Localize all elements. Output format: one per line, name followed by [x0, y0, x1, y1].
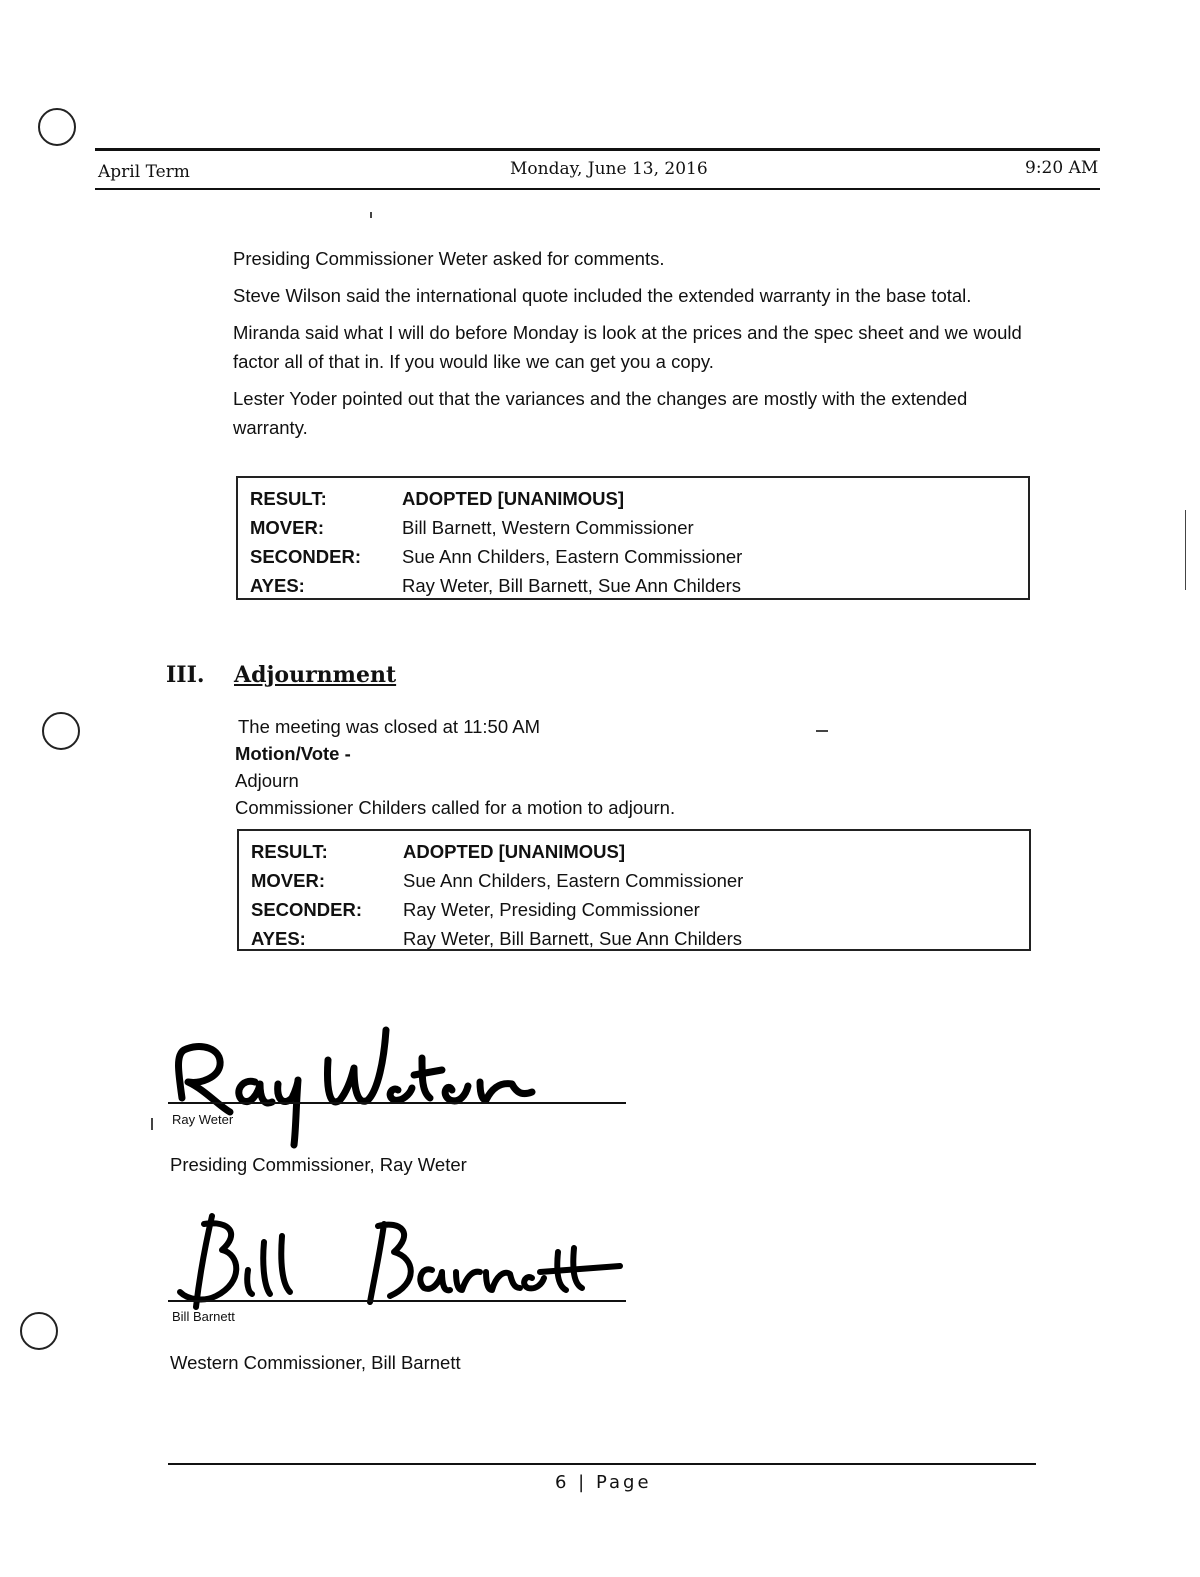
motion-description: Commissioner Childers called for a motion to adjourn. — [235, 797, 676, 818]
vote-value: Ray Weter, Bill Barnett, Sue Ann Childers — [402, 575, 741, 596]
vote-row-seconder — [251, 895, 1017, 924]
discussion-paragraph: Lester Yoder pointed out that the variances and the changes are mostly with the extended warranty. — [233, 388, 968, 438]
signature-line — [168, 1102, 626, 1104]
scan-speck — [1185, 510, 1186, 590]
vote-label: MOVER: — [250, 517, 324, 538]
vote-value: Sue Ann Childers, Eastern Commissioner — [402, 546, 743, 567]
vote-value: Ray Weter, Bill Barnett, Sue Ann Childers — [403, 928, 742, 949]
punch-hole-top — [38, 108, 76, 146]
signature-title: Western Commissioner, Bill Barnett — [170, 1352, 461, 1373]
vote-label: RESULT: — [251, 841, 328, 862]
signature-bill-barnett — [170, 1212, 630, 1312]
footer-rule — [168, 1463, 1036, 1465]
vote-value: Sue Ann Childers, Eastern Commissioner — [403, 870, 744, 891]
signature-ray-weter — [160, 1020, 600, 1150]
motion-vote-label: Motion/Vote - — [235, 743, 351, 764]
signature-printed-name: Bill Barnett — [172, 1309, 235, 1324]
vote-result-table — [237, 829, 1031, 951]
vote-row-seconder — [250, 542, 1016, 571]
discussion-paragraph: Presiding Commissioner Weter asked for comments. — [233, 248, 665, 269]
vote-label: AYES: — [251, 928, 306, 949]
vote-label: SECONDER: — [250, 546, 362, 567]
signature-printed-name: Ray Weter — [172, 1112, 234, 1127]
vote-label: SECONDER: — [251, 899, 363, 920]
page-number: 6 | Page — [555, 1472, 652, 1493]
header-time: 9:20 AM — [1025, 158, 1099, 178]
discussion-block — [233, 244, 1023, 450]
vote-result-table — [236, 476, 1030, 600]
motion-item: Adjourn — [235, 770, 299, 791]
discussion-paragraph: Steve Wilson said the international quote included the extended warranty in the base total. — [233, 285, 972, 306]
header-term: April Term — [98, 162, 190, 182]
vote-row-mover — [250, 513, 1016, 542]
scan-speck — [370, 212, 372, 218]
scan-speck — [816, 730, 828, 732]
vote-label: RESULT: — [250, 488, 327, 509]
header-date: Monday, June 13, 2016 — [510, 159, 708, 179]
vote-row-ayes — [250, 571, 1016, 600]
vote-label: MOVER: — [251, 870, 325, 891]
meeting-closed-text: The meeting was closed at 11:50 AM — [238, 716, 540, 737]
punch-hole-middle — [42, 712, 80, 750]
signature-line — [168, 1300, 626, 1302]
header-rule-bottom — [95, 188, 1100, 190]
vote-row-mover — [251, 866, 1017, 895]
vote-value: ADOPTED [UNANIMOUS] — [402, 488, 624, 509]
discussion-paragraph: Miranda said what I will do before Monday is look at the prices and the spec sheet and we would factor all of that in. If you would like we can get you a copy. — [233, 322, 1022, 372]
section-title: Adjournment — [234, 662, 397, 688]
signature-title: Presiding Commissioner, Ray Weter — [170, 1154, 467, 1175]
vote-value: Bill Barnett, Western Commissioner — [402, 517, 694, 538]
header-rule-top — [95, 148, 1100, 151]
vote-label: AYES: — [250, 575, 305, 596]
adjournment-block — [235, 713, 675, 821]
vote-value: ADOPTED [UNANIMOUS] — [403, 841, 625, 862]
vote-row-result — [251, 837, 1017, 866]
vote-row-ayes — [251, 924, 1017, 953]
vote-row-result — [250, 484, 1016, 513]
punch-hole-bottom — [20, 1312, 58, 1350]
section-number: III. — [166, 662, 205, 688]
scan-speck — [151, 1118, 153, 1130]
vote-value: Ray Weter, Presiding Commissioner — [403, 899, 700, 920]
